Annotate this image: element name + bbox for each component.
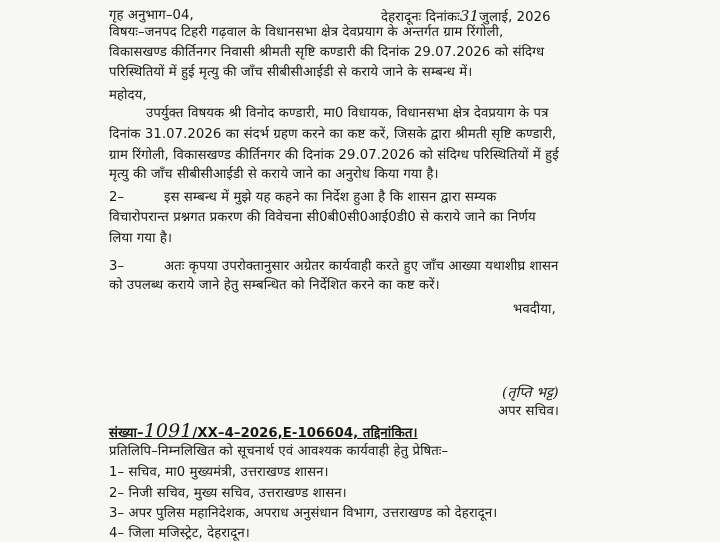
subject-line: विषयः–जनपद टिहरी गढ़वाल के विधानसभा क्षेत्र देवप्रयाग के अन्तर्गत ग्राम रिंगोली, — [109, 25, 504, 40]
reference-rest: /XX–4–2026,E-106604, तद्दिनांकित। — [192, 426, 418, 441]
para1-line: दिनांक 31.07.2026 का संदर्भ ग्रहण करने का कष्ट करें, जिसके द्वारा श्रीमती सृष्टि कण्डारी, — [109, 127, 557, 142]
department-label: गृह अनुभाग–04, — [109, 8, 194, 23]
copy-list-item: 3– अपर पुलिस महानिदेशक, अपराध अनुसंधान विभाग, उत्तराखण्ड को देहरादून। — [109, 506, 498, 521]
closing: भवदीया, — [513, 302, 556, 317]
copy-list-item: 1– सचिव, मा0 मुख्यमंत्री, उत्तराखण्ड शासन। — [109, 465, 329, 480]
signatory-designation: अपर सचिव। — [498, 404, 559, 419]
para1-line: मृत्यु की जाँच सीबीसीआईडी से कराये जाने का अनुरोध किया गया है। — [109, 167, 439, 182]
place-label: देहरादूनः — [381, 10, 422, 25]
signatory-name: (तृप्ति भट्ट) — [502, 385, 559, 401]
copy-heading: प्रतिलिपि–निम्नलिखित को सूचनार्थ एवं आवश्यक कार्यवाही हेतु प्रेषितः– — [109, 444, 449, 459]
subject-line: परिस्थितियों में हुई मृत्यु की जाँच सीबीसीआईडी से कराये जाने के सम्बन्ध में। — [109, 65, 473, 80]
copy-list-item: 2– निजी सचिव, मुख्य सचिव, उत्तराखण्ड शासन। — [109, 486, 347, 501]
para3-line: अतः कृपया उपरोक्तानुसार अग्रेतर कार्यवाही करते हुए जाँच आख्या यथाशीघ्र शासन — [164, 259, 559, 274]
reference-prefix: संख्या– — [109, 426, 144, 441]
subject-line: विकासखण्ड कीर्तिनगर निवासी श्रीमती सृष्टि कण्डारी की दिनांक 29.07.2026 को संदिग्ध — [109, 45, 545, 60]
letter-date-line — [381, 8, 551, 26]
reference-number-handwritten: 1091 — [143, 420, 193, 442]
date-prefix: दिनांकः — [425, 10, 460, 25]
date-rest: जुलाई, 2026 — [479, 10, 551, 25]
para1-line: ग्राम रिंगोली, विकासखण्ड कीर्तिनगर की दिनांक 29.07.2026 को संदिग्ध परिस्थितियों में हुई — [109, 148, 559, 163]
para1-line: उपर्युक्त विषयक श्री विनोद कण्डारी, मा0 विधायक, विधानसभा क्षेत्र देवप्रयाग के पत्र — [146, 106, 549, 121]
para2-line: विचारोपरान्त प्रश्नगत प्रकरण की विवेचना सी0बी0सी0आई0डी0 से कराये जाने का निर्णय — [109, 210, 536, 225]
para2-line: लिया गया है। — [109, 231, 173, 246]
date-day-handwritten: 31 — [459, 7, 480, 25]
salutation: महोदय, — [109, 88, 147, 103]
para2-line: इस सम्बन्ध में मुझे यह कहने का निर्देश हुआ है कि शासन द्वारा सम्यक — [164, 190, 497, 205]
copy-list-item: 4– जिला मजिस्ट्रेट, देहरादून। — [109, 526, 250, 541]
para3-line: को उपलब्ध कराये जाने हेतु सम्बन्धित को निर्देशित करने का कष्ट करें। — [109, 278, 440, 293]
para3-number: 3– — [109, 259, 125, 274]
para2-number: 2– — [109, 190, 125, 205]
reference-number — [109, 420, 418, 442]
